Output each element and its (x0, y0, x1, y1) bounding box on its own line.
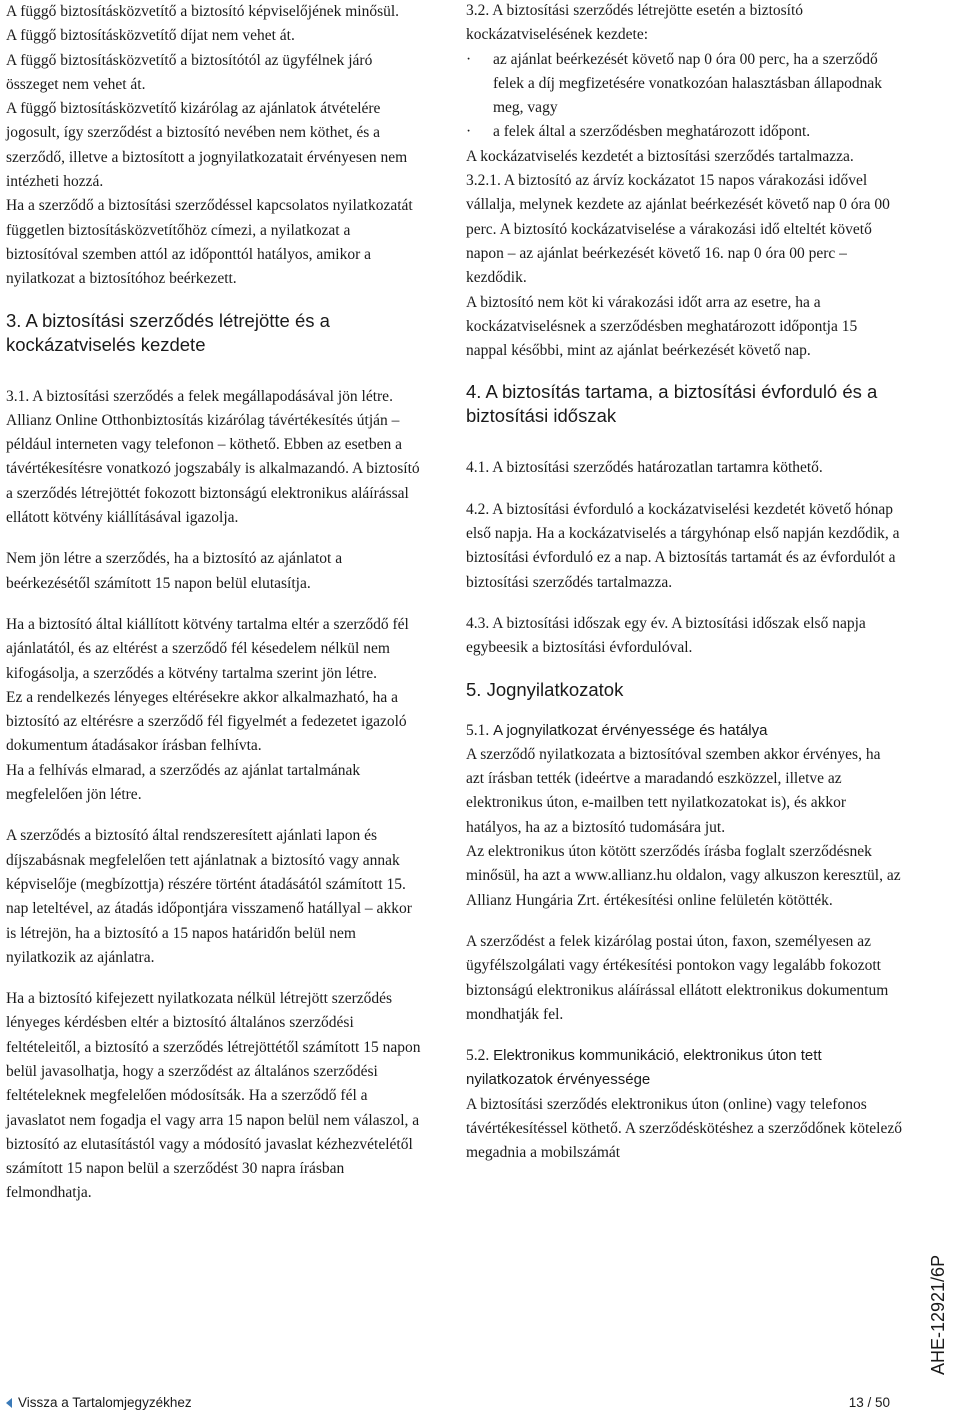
paragraph: Ez a rendelkezés lényeges eltérésekre akkor alkalmazható, ha a biztosító az eltérésre a szerződő fél figyelmét a fedezetet igazoló dokumentum átadásakor írásban felhívta. (6, 688, 407, 755)
back-to-toc-link[interactable] (6, 1395, 192, 1410)
paragraph: Az elektronikus úton kötött szerződés írásba foglalt szerződésnek minősül, ha azt a www.allianz.hu oldalon, vagy alkuszon keresztül, az Allianz Hungária Zrt. értékesítési online felületén kötötték. (466, 843, 901, 909)
section-heading: 5. Jognyilatkozatok (466, 678, 624, 700)
paragraph: A függő biztosításközvetítő a biztosítótól az ügyfélnek járó összeget nem vehet át. (6, 51, 373, 93)
paragraph: A biztosítási szerződés elektronikus úton (online) vagy telefonos távértékesítéssel köthető. A szerződéskötéshez a szerződőnek kötelező megadnia a mobilszámát (466, 1095, 902, 1162)
paragraph: A biztosító nem köt ki várakozási időt arra az esetre, ha a kockázatviselésnek a szerződésben meghatározott időpontja 15 nappal későbbi, mint az ajánlat beérkezését követő nap. (466, 293, 858, 360)
paragraph: 4.2. A biztosítási évforduló a kockázatviselési kezdetét követő hónap első napja. Ha a kockázatviselés a tárgyhónap első napján kezdődik, a biztosítási évforduló ez a nap. A biztosítás tartamát és az évfordulót a biztosítási szerződés tartalmazza. (466, 500, 900, 591)
list-item: · a felek által a szerződésben meghatározott időpont. (466, 120, 902, 144)
paragraph: 3.2.1. A biztosító az árvíz kockázatot 15 napos várakozási idővel vállalja, melynek kezdete az ajánlat beérkezését követő nap 0 óra 00 perc. A biztosító kockázatviselése a várakozási idő elteltét követő napon – az ajánlat beérkezését követő 16. nap 0 óra 00 perc – kezdődik. (466, 172, 890, 287)
paragraph: 4.3. A biztosítási időszak egy év. A biztosítási időszak első napja egybeesik a biztosítási évfordulóval. (466, 614, 866, 657)
document-code: AHE-12921/6P (928, 1254, 948, 1375)
section-heading: 4. A biztosítás tartama, a biztosítási évforduló és a biztosítási időszak (466, 381, 878, 427)
subsection-heading (466, 719, 902, 743)
left-column (6, 0, 426, 1206)
paragraph: Ha a biztosító kifejezett nyilatkozata nélkül létrejött szerződés lényeges kérdésben eltér a biztosító általános szerződési feltételeitől, a biztosító a szerződés létrejöttétől számított 15 napon belül javasolhatja, hogy a szerződést az általános szerződési feltételeknek megfelelően módosítsák. Ha a szerződő fél a javaslatot nem fogadja el vagy arra 15 napon belül nem válaszol, a biztosító az elutasítástól vagy a módosító javaslat kézhezvételétől számított 15 napon belül a szerződést 30 napra írásban felmondhatja. (6, 990, 421, 1202)
paragraph: A kockázatviselés kezdetét a biztosítási szerződés tartalmazza. (466, 147, 854, 165)
paragraph: Ha a felhívás elmarad, a szerződés az ajánlat tartalmának megfelelően jön létre. (6, 761, 361, 804)
paragraph: A függő biztosításközvetítő díjat nem vehet át. (6, 27, 295, 45)
triangle-left-icon (6, 1398, 12, 1408)
list-item: · az ajánlat beérkezését követő nap 0 óra 00 perc, ha a szerződő felek a díj megfizetésére vonatkozóan halasztásban állapodnak meg, vagy (466, 48, 902, 121)
paragraph: 4.1. A biztosítási szerződés határozatlan tartamra köthető. (466, 459, 823, 477)
right-column (466, 0, 902, 1166)
paragraph: Ha a szerződő a biztosítási szerződéssel kapcsolatos nyilatkozatát független biztosításközvetítőhöz címezi, a nyilatkozat a biztosítóval szemben attól az időponttól hatályos, amikor a nyilatkozat a biztosítóhoz beérkezett. (6, 197, 413, 288)
paragraph: Ha a biztosító által kiállított kötvény tartalma eltér a szerződő fél ajánlatától, és az eltérést a szerződő fél késedelem nélkül nem kifogásolja, a szerződés a kötvény tartalma szerint jön létre. (6, 615, 409, 682)
subsection-heading (466, 1044, 902, 1093)
subsection-title: A jognyilatkozat érvényessége és hatálya (493, 721, 768, 739)
paragraph: A szerződést a felek kizárólag postai úton, faxon, személyesen az ügyfélszolgálati vagy értékesítési pontokon vagy legalább fokozott biztonságú elektronikus aláírással ellátott elektronikus dokumentum mondhatják fel. (466, 932, 889, 1023)
back-to-toc-label: Vissza a Tartalomjegyzékhez (18, 1395, 192, 1410)
bullet-list (466, 48, 902, 145)
paragraph: 3.2. A biztosítási szerződés létrejötte esetén a biztosító kockázatviselésének kezdete: (466, 2, 804, 44)
paragraph: A szerződés a biztosító által rendszeresített ajánlati lapon és díjszabásnak megfelelően tett ajánlatnak a biztosító vagy annak képviselője (megbízottja) részére történt átadásától számított 15. nap leteltével, az átadás időpontjára visszamenő hatállyal – akkor is létrejön, ha a biztosító a 15 napos határidőn belül nem nyilatkozik az ajánlatra. (6, 827, 412, 966)
paragraph: Nem jön létre a szerződés, ha a biztosító az ajánlatot a beérkezésétől számított 15 napon belül elutasítja. (6, 550, 343, 592)
paragraph: A szerződő nyilatkozata a biztosítóval szemben akkor érvényes, ha azt írásban tették (ideértve a maradandó eszközzel, illetve az elektronikus úton, e-mailben tett nyilatkozatokat is), és akkor hatályos, ha az a biztosító tudomására jut. (466, 745, 881, 836)
paragraph: A függő biztosításközvetítő a biztosító képviselőjének minősül. (6, 3, 400, 20)
paragraph: A függő biztosításközvetítő kizárólag az ajánlatok átvételére jogosult, így szerződést a biztosító nevében nem köthet, és a szerződő, illetve a biztosított a jognyilatkozatait érvényesen nem intézheti hozzá. (6, 100, 408, 191)
subsection-number: 5.2. (466, 1047, 490, 1065)
paragraph: 3.1. A biztosítási szerződés a felek megállapodásával jön létre. Allianz Online Otthonbiztosítás kizárólag távértékesítés útján – például interneten vagy telefonon – köthető. Ebben az esetben a távértékesítésre vonatkozó jogszabály is alkalmazandó. A biztosító a szerződés létrejöttét fokozott biztonságú elektronikus aláírással ellátott kötvény kiállításával igazolja. (6, 387, 420, 527)
section-heading: 3. A biztosítási szerződés létrejötte és a kockázatviselés kezdete (6, 309, 330, 355)
subsection-title: Elektronikus kommunikáció, elektronikus úton tett nyilatkozatok érvényessége (466, 1047, 822, 1089)
subsection-number: 5.1. (466, 721, 490, 739)
page-number: 13 / 50 (848, 1395, 890, 1410)
